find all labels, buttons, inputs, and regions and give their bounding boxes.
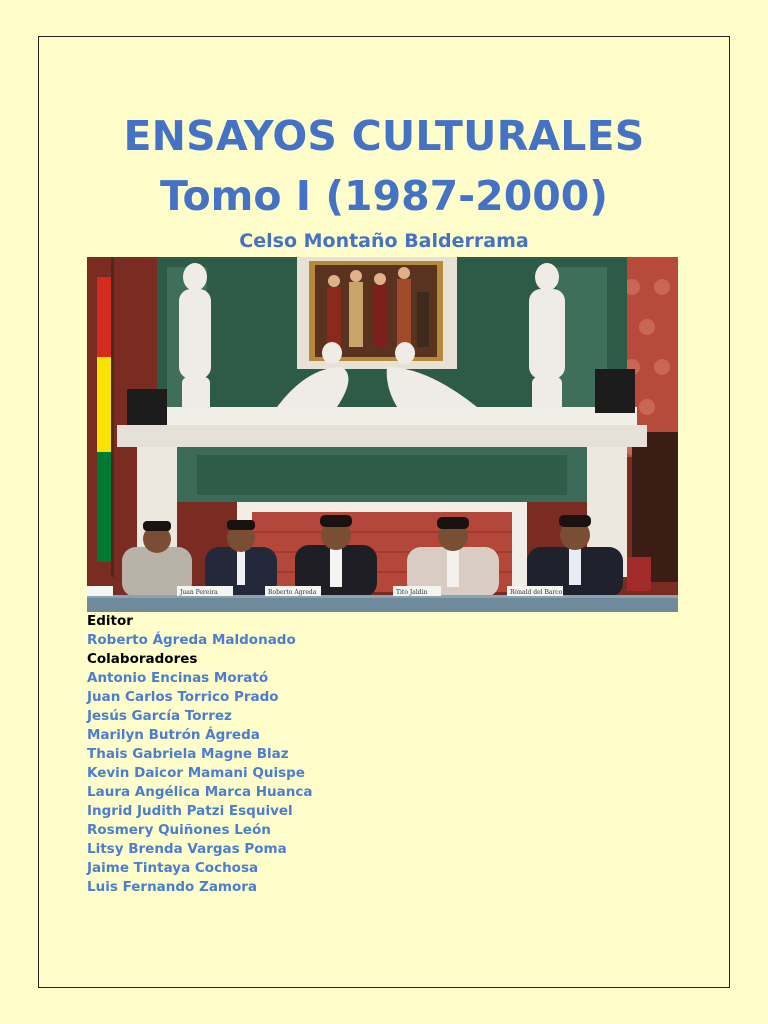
cover-photo-illustration (87, 257, 678, 612)
collaborator-name: Rosmery Quiñones León (87, 822, 271, 838)
credits-list (87, 612, 687, 897)
nameplate-3: Tito Jaldin (396, 589, 428, 596)
editor-heading: Editor (87, 613, 133, 629)
editor-name: Roberto Ágreda Maldonado (87, 632, 296, 648)
collaborator-name: Jaime Tintaya Cochosa (87, 860, 259, 876)
nameplate-1: Juan Pereira (180, 589, 218, 596)
collaborator-name: Ingrid Judith Patzi Esquivel (87, 803, 293, 819)
collaborator-name: Thais Gabriela Magne Blaz (87, 746, 289, 762)
document-title: ENSAYOS CULTURALES (123, 112, 645, 160)
collaborator-name: Marilyn Butrón Ágreda (87, 727, 260, 743)
document-volume: Tomo I (1987-2000) (159, 172, 609, 220)
collaborator-name: Litsy Brenda Vargas Poma (87, 841, 287, 857)
collaborator-name: Juan Carlos Torrico Prado (87, 689, 279, 705)
nameplate-2: Roberto Agreda (268, 589, 317, 596)
collaborator-name: Antonio Encinas Morató (87, 670, 269, 686)
cover-photo (87, 257, 678, 612)
document-author: Celso Montaño Balderrama (239, 230, 529, 252)
collaborator-name: Laura Angélica Marca Huanca (87, 784, 313, 800)
collaborators-heading: Colaboradores (87, 651, 198, 667)
collaborator-name: Luis Fernando Zamora (87, 879, 258, 895)
nameplate-4: Ronald del Barco (510, 589, 563, 596)
collaborator-name: Kevin Daicor Mamani Quispe (87, 765, 305, 781)
collaborator-name: Jesús García Torrez (87, 708, 232, 724)
